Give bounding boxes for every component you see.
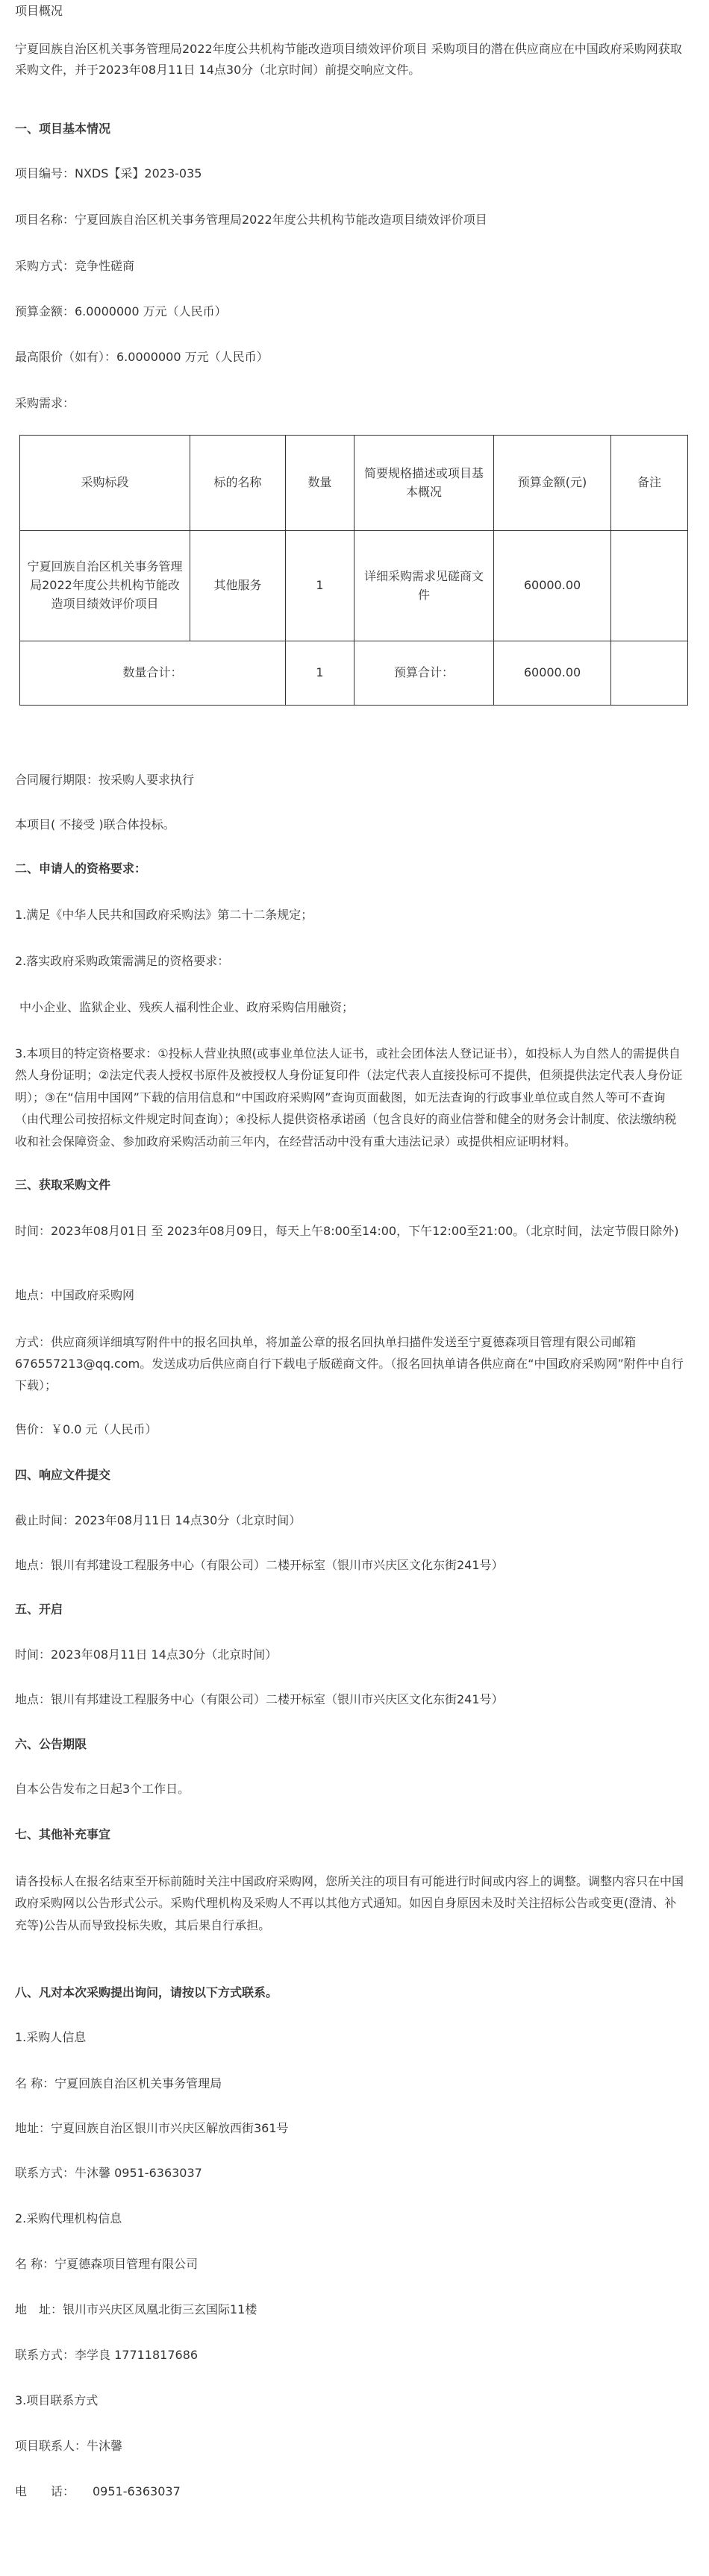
agency-address: 地 址：银川市兴庆区凤凰北街三玄国际11楼 [15, 2302, 257, 2316]
table-row [20, 531, 688, 641]
section-4-heading: 四、响应文件提交 [15, 1468, 111, 1482]
acquire-method: 方式：供应商须详细填写附件中的报名回执单，将加盖公章的报名回执单扫描件发送至宁夏德森项目管理有限公司邮箱676557213@qq.com。发送成功后供应商自行下载电子版磋商文件。（报名回执单请各供应商在“中国政府采购网”附件中自行下载）； [15, 1335, 684, 1392]
header-cell: 备注 [611, 436, 688, 531]
document-price: 售价：￥0.0 元（人民币） [15, 1422, 157, 1436]
section-1-heading: 一、项目基本情况 [15, 122, 111, 136]
submission-deadline: 截止时间：2023年08月11日 14点30分（北京时间） [15, 1513, 302, 1527]
total-qty-label: 数量合计： [20, 641, 286, 706]
supplementary-text: 请各投标人在报名结束至开标前随时关注中国政府采购网，您所关注的项目有可能进行时间或内容上的调整。调整内容只在中国政府采购网以公告形式公示。采购代理机构及采购人不再以其他方式通知。如因自身原因未及时关注招标公告或变更(澄清、补充等)公告从而导致投标失败，其后果自行承担。 [15, 1874, 684, 1932]
agency-contact: 联系方式：李学良 17711817686 [15, 2348, 199, 2362]
agency-title: 2.采购代理机构信息 [15, 2211, 122, 2225]
agency-name: 名 称：宁夏德森项目管理有限公司 [15, 2257, 199, 2271]
overview-title: 项目概况 [15, 4, 63, 18]
qualification-1: 1.满足《中华人民共和国政府采购法》第二十二条规定； [15, 908, 313, 922]
purchaser-title: 1.采购人信息 [15, 2030, 87, 2044]
project-contact-phone: 电 话： 0951-6363037 [15, 2484, 181, 2498]
total-budget: 60000.00 [494, 641, 611, 706]
opening-place: 地点：银川有邦建设工程服务中心（有限公司）二楼开标室（银川市兴庆区文化东街241号） [15, 1692, 504, 1706]
total-qty: 1 [286, 641, 354, 706]
qualification-3: 3.本项目的特定资格要求：①投标人营业执照(或事业单位法人证书，或社会团体法人登记证书），如投标人为自然人的需提供自然人身份证明；②法定代表人授权书原件及被授权人身份证复印件（法定代表人直接投标可不提供，但须提供法定代表人身份证明）；③在“信用中国网”下载的信用信息和“中国政府采购网”查询页面截图，如无法查询的行政事业单位或自然人等可不查询（由代理公司按招标文件规定时间查询）；④投标人提供资格承诺函（包含良好的商业信誉和健全的财务会计制度、依法缴纳税收和社会保障资金、参加政府采购活动前三年内，在经营活动中没有重大违法记录）或提供相应证明材料。 [15, 1046, 683, 1149]
acquire-place: 地点：中国政府采购网 [15, 1288, 135, 1302]
procurement-method: 采购方式：竞争性磋商 [15, 259, 135, 273]
purchaser-address: 地址：宁夏回族自治区银川市兴庆区解放西街361号 [15, 2121, 289, 2135]
submission-place: 地点：银川有邦建设工程服务中心（有限公司）二楼开标室（银川市兴庆区文化东街241号） [15, 1558, 504, 1572]
header-cell: 简要规格描述或项目基本概况 [354, 436, 494, 531]
overview-text: 宁夏回族自治区机关事务管理局2022年度公共机构节能改造项目绩效评价项目 采购项目的潜在供应商应在中国政府采购网获取采购文件，并于2023年08月11日 14点30分（北京时间）前提交响应文件。 [15, 42, 682, 77]
project-contact-title: 3.项目联系方式 [15, 2393, 99, 2407]
max-price: 最高限价（如有）：6.0000000 万元（人民币） [15, 350, 269, 364]
total-budget-label: 预算合计： [354, 641, 494, 706]
section-7-heading: 七、其他补充事宜 [15, 1827, 111, 1841]
table-cell: 1 [286, 531, 354, 641]
project-name: 项目名称：宁夏回族自治区机关事务管理局2022年度公共机构节能改造项目绩效评价项目 [15, 213, 487, 227]
project-number: 项目编号：NXDS【采】2023-035 [15, 166, 202, 180]
qualification-2-detail: 中小企业、监狱企业、残疾人福利性企业、政府采购信用融资； [19, 1000, 354, 1014]
qualification-2: 2.落实政府采购政策需满足的资格要求： [15, 954, 230, 968]
opening-time: 时间：2023年08月11日 14点30分（北京时间） [15, 1647, 278, 1662]
section-8-heading: 八、凡对本次采购提出询问，请按以下方式联系。 [15, 1985, 278, 1999]
table-cell [611, 641, 688, 706]
section-2-heading: 二、申请人的资格要求： [15, 861, 147, 876]
demand-label: 采购需求： [15, 396, 75, 410]
table-header-row [20, 436, 688, 531]
header-cell: 数量 [286, 436, 354, 531]
table-cell [611, 531, 688, 641]
project-contact-person: 项目联系人：牛沐馨 [15, 2439, 123, 2453]
notice-period: 自本公告发布之日起3个工作日。 [15, 1782, 190, 1796]
acquire-time: 时间：2023年08月01日 至 2023年08月09日，每天上午8:00至14:00，下午12:00至21:00。（北京时间，法定节假日除外) [15, 1224, 679, 1238]
purchaser-name: 名 称：宁夏回族自治区机关事务管理局 [15, 2076, 222, 2090]
purchaser-contact: 联系方式：牛沐馨 0951-6363037 [15, 2166, 202, 2180]
section-5-heading: 五、开启 [15, 1602, 63, 1616]
section-6-heading: 六、公告期限 [15, 1737, 87, 1751]
table-cell: 宁夏回族自治区机关事务管理局2022年度公共机构节能改造项目绩效评价项目 [20, 531, 190, 641]
header-cell: 预算金额(元) [494, 436, 611, 531]
budget-amount: 预算金额：6.0000000 万元（人民币） [15, 304, 227, 318]
table-total-row [20, 641, 688, 706]
requirements-table [19, 435, 688, 706]
table-cell: 60000.00 [494, 531, 611, 641]
section-3-heading: 三、获取采购文件 [15, 1178, 111, 1192]
consortium-note: 本项目( 不接受 )联合体投标。 [15, 817, 175, 832]
table-cell: 详细采购需求见磋商文件 [354, 531, 494, 641]
table-cell: 其他服务 [190, 531, 286, 641]
contract-period: 合同履行期限：按采购人要求执行 [15, 773, 195, 787]
header-cell: 采购标段 [20, 436, 190, 531]
header-cell: 标的名称 [190, 436, 286, 531]
